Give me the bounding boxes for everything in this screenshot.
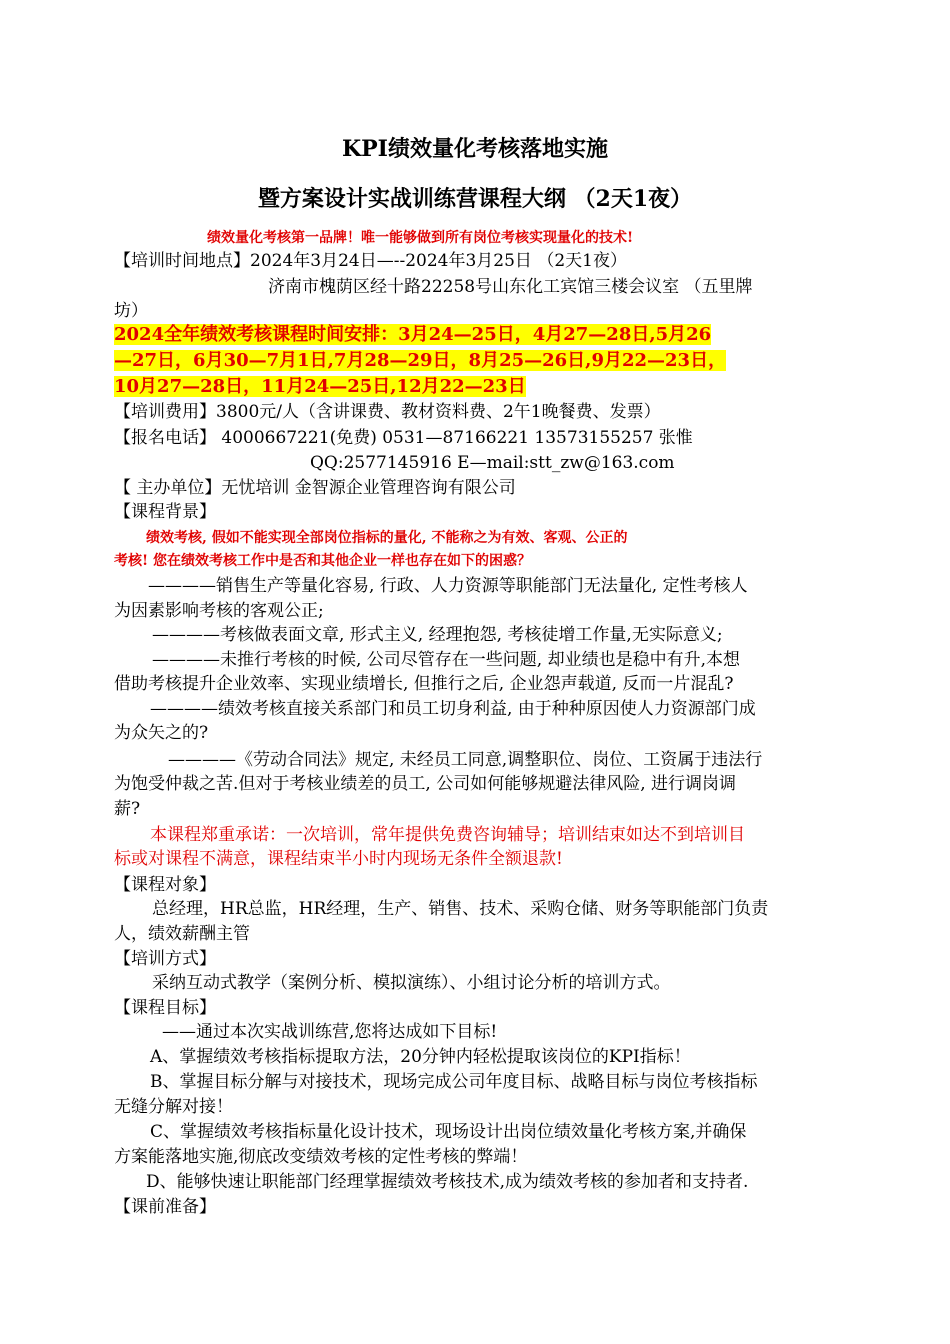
background-label: 【课程背景】 <box>114 502 216 522</box>
schedule-line-3 <box>114 374 844 400</box>
bg-point-1a: ————销售生产等量化容易, 行政、人力资源等职能部门无法量化, 定性考核人 <box>148 576 748 596</box>
target-label: 【课程对象】 <box>114 875 216 895</box>
place-line-1: 济南市槐荫区经十路22258号山东化工宾馆三楼会议室 （五里牌 <box>268 277 753 297</box>
qq-email: QQ:2577145916 E—mail:stt_zw@163.com <box>310 453 675 473</box>
schedule-line-1 <box>114 322 844 348</box>
title-line-1: KPI绩效量化考核落地实施 <box>342 136 608 162</box>
schedule-text-1: 2024全年绩效考核课程时间安排：3月24—25日，4月27—28日,5月26 <box>114 324 712 345</box>
schedule-line-2 <box>114 348 844 374</box>
schedule-text-3: 10月27—28日，11月24—25日,12月22—23日 <box>114 376 526 397</box>
goal-b-1: B、掌握目标分解与对接技术，现场完成公司年度目标、战略目标与岗位考核指标 <box>150 1072 758 1092</box>
goal-a: A、掌握绩效考核指标提取方法，20分钟内轻松提取该岗位的KPI指标！ <box>150 1047 691 1067</box>
bg-point-5c: 薪? <box>114 799 141 819</box>
place-line-2: 坊） <box>114 301 148 321</box>
method-label: 【培训方式】 <box>114 949 216 969</box>
time-place: 【培训时间地点】2024年3月24日—--2024年3月25日 （2天1夜） <box>114 251 627 271</box>
background-red-1: 绩效考核, 假如不能实现全部岗位指标的量化, 不能称之为有效、客观、公正的 <box>146 530 628 546</box>
bg-point-4a: ————绩效考核直接关系部门和员工切身利益, 由于种种原因使人力资源部门成 <box>150 699 756 719</box>
method-text: 采纳互动式教学（案例分析、模拟演练）、小组讨论分析的培训方式。 <box>152 973 671 993</box>
promise-line-2: 标或对课程不满意，课程结束半小时内现场无条件全额退款! <box>114 849 563 869</box>
bg-point-2: ————考核做表面文章, 形式主义, 经理抱怨, 考核徒增工作量,无实际意义; <box>152 625 723 645</box>
schedule-text-2: —27日，6月30—7月1日,7月28—29日，8月25—26日,9月22—23日， <box>114 350 727 371</box>
goal-c-1: C、掌握绩效考核指标量化设计技术，现场设计出岗位绩效量化考核方案,并确保 <box>150 1122 747 1142</box>
promise-line-1: 本课程郑重承诺：一次培训，常年提供免费咨询辅导；培训结束如达不到培训目 <box>150 825 745 845</box>
goal-d: D、能够快速让职能部门经理掌握绩效考核技术,成为绩效考核的参加者和支持者. <box>146 1172 749 1192</box>
goal-c-2: 方案能落地实施,彻底改变绩效考核的定性考核的弊端！ <box>114 1147 528 1167</box>
title-line-2: 暨方案设计实战训练营课程大纲 （2天1夜） <box>257 186 693 212</box>
organizer: 【 主办单位】无忧培训 金智源企业管理咨询有限公司 <box>114 478 516 498</box>
slogan: 绩效量化考核第一品牌！唯一能够做到所有岗位考核实现量化的技术! <box>207 230 634 246</box>
goal-label: 【课程目标】 <box>114 998 216 1018</box>
goal-b-2: 无缝分解对接！ <box>114 1097 233 1117</box>
bg-point-3a: ————未推行考核的时候, 公司尽管存在一些问题, 却业绩也是稳中有升,本想 <box>152 650 741 670</box>
target-line-2: 人，绩效薪酬主管 <box>114 924 250 944</box>
phone: 【报名电话】 4000667221(免费) 0531—87166221 13573155257 张惟 <box>114 428 693 448</box>
prep-label: 【课前准备】 <box>114 1197 216 1217</box>
bg-point-1b: 为因素影响考核的客观公正; <box>114 601 324 621</box>
goal-intro: ——通过本次实战训练营,您将达成如下目标! <box>162 1022 498 1042</box>
bg-point-4b: 为众矢之的? <box>114 723 209 743</box>
bg-point-3b: 借助考核提升企业效率、实现业绩增长, 但推行之后, 企业怨声载道, 反而一片混乱? <box>114 674 734 694</box>
background-red-2: 考核! 您在绩效考核工作中是否和其他企业一样也存在如下的困惑？ <box>114 553 532 569</box>
bg-point-5a: ————《劳动合同法》规定, 未经员工同意,调整职位、岗位、工资属于违法行 <box>168 750 763 770</box>
fee: 【培训费用】3800元/人（含讲课费、教材资料费、2午1晚餐费、发票） <box>114 402 661 422</box>
target-line-1: 总经理，HR总监，HR经理，生产、销售、技术、采购仓储、财务等职能部门负责 <box>152 899 769 919</box>
bg-point-5b: 为饱受仲裁之苦.但对于考核业绩差的员工, 公司如何能够规避法律风险, 进行调岗调 <box>114 774 737 794</box>
